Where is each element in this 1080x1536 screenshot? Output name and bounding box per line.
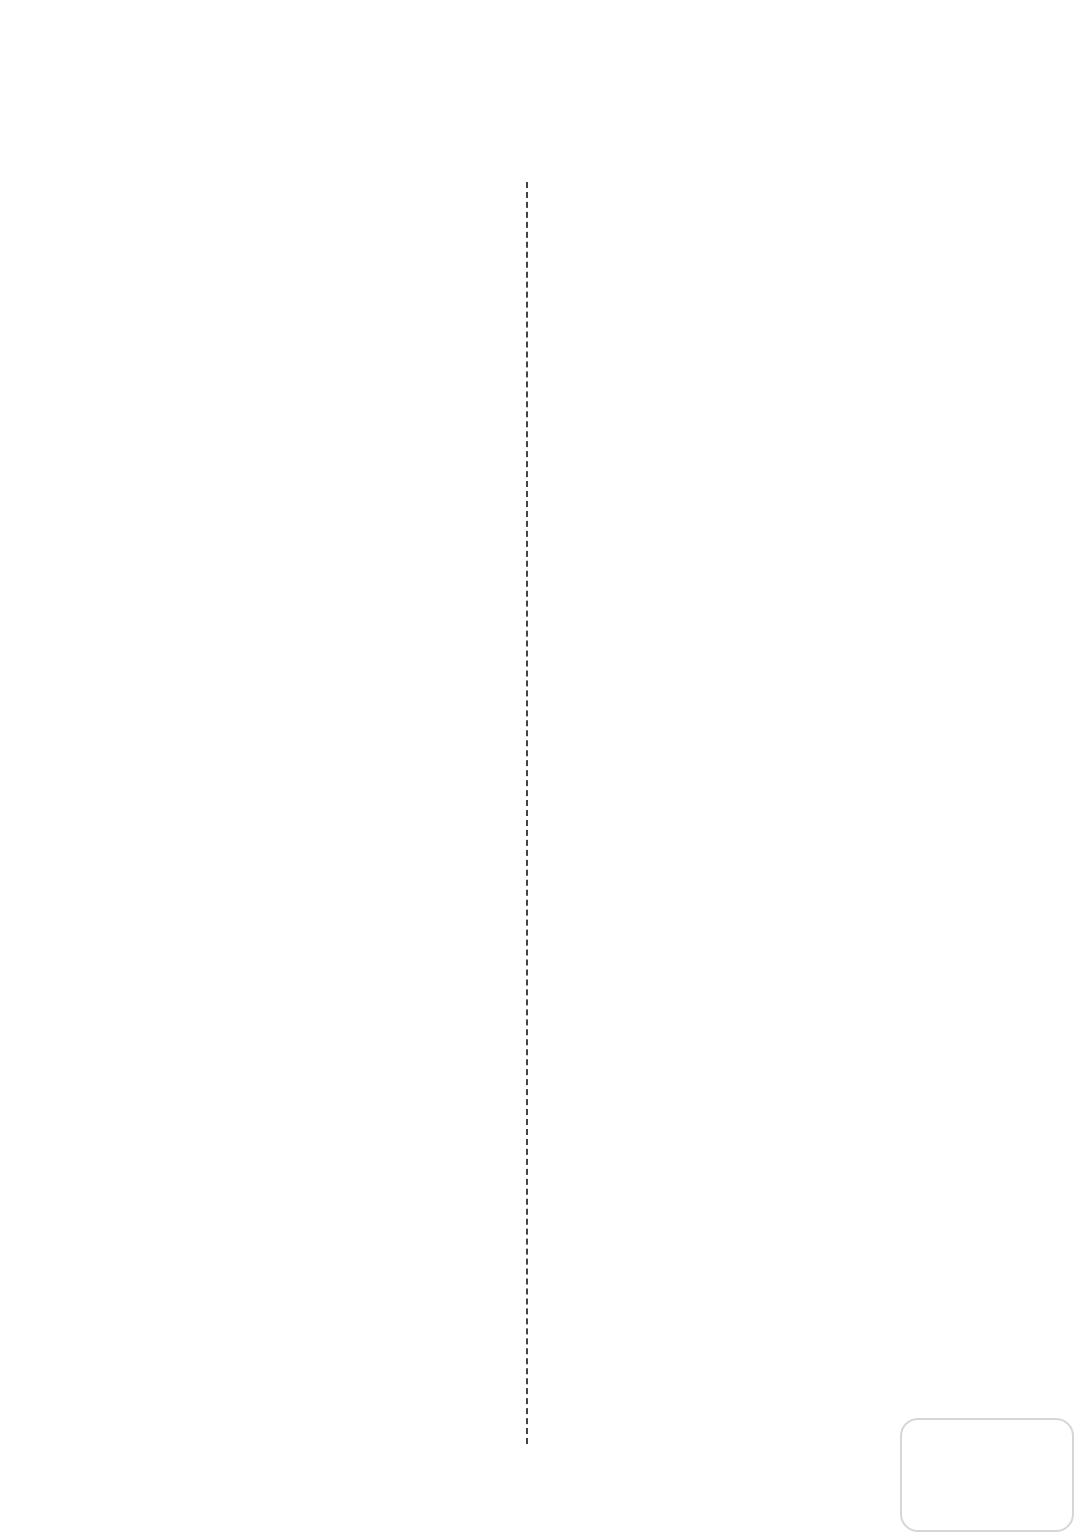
column-divider xyxy=(526,182,528,1444)
watermark-logo xyxy=(900,1418,1074,1532)
